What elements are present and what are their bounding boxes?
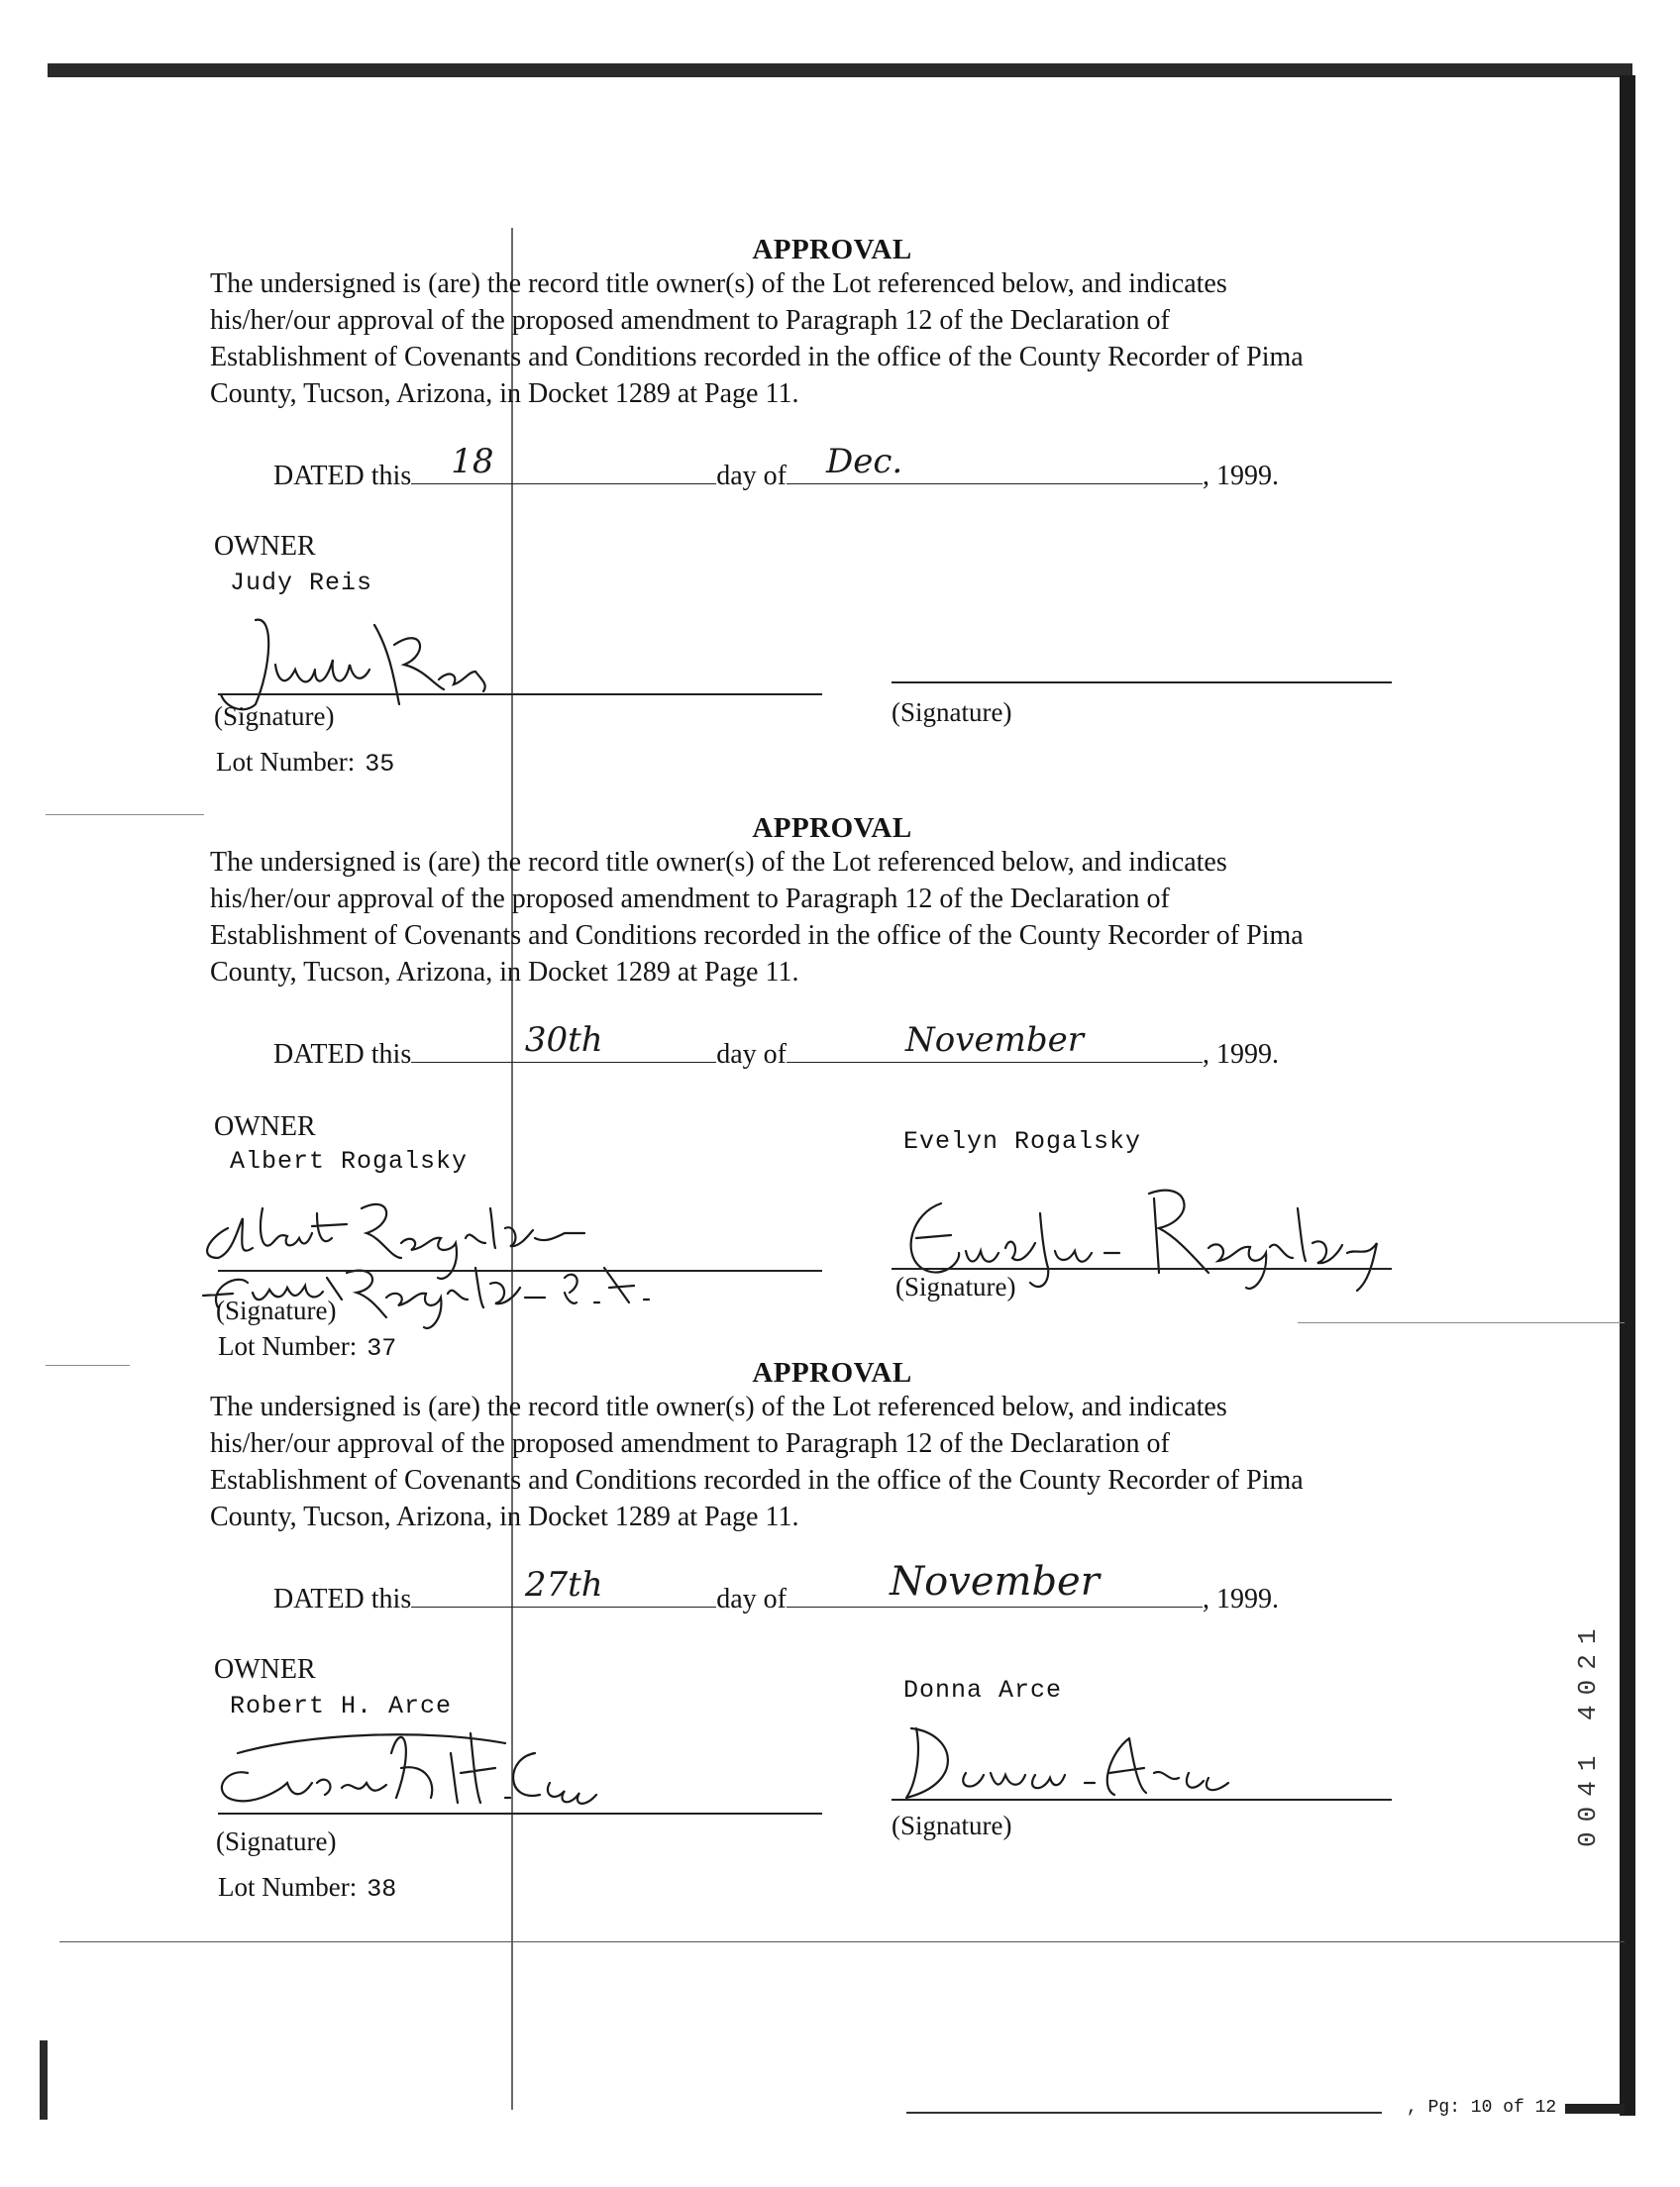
month-handwritten: Dec. — [826, 442, 903, 481]
paragraph-line: County, Tucson, Arizona, in Docket 1289 at Page 11. — [210, 957, 799, 988]
paragraph-line: his/her/our approval of the proposed amendment to Paragraph 12 of the Declaration of — [210, 884, 1170, 914]
day-blank — [411, 442, 716, 484]
owner-typed-name: Albert Rogalsky — [230, 1147, 469, 1176]
dated-label: DATED this — [273, 1039, 412, 1070]
signature-line-1 — [218, 1813, 822, 1815]
day-handwritten: 30th — [524, 1020, 603, 1060]
day-of-label: day of — [716, 461, 787, 491]
owner-typed-name: Judy Reis — [230, 569, 373, 597]
footer-scan-bar — [1565, 2104, 1625, 2114]
paragraph-line: The undersigned is (are) the record title owner(s) of the Lot referenced below, and indicates — [210, 847, 1227, 878]
lot-number-row — [218, 1872, 396, 1904]
day-blank — [411, 1020, 716, 1063]
co-owner-typed-name: Evelyn Rogalsky — [903, 1127, 1142, 1156]
owner-signature — [208, 1714, 763, 1822]
page-divider-line — [59, 1941, 1625, 1942]
signature-caption-1: (Signature) — [216, 1826, 337, 1856]
lot-number-value: 37 — [367, 1334, 397, 1363]
approval-heading: APPROVAL — [752, 1357, 912, 1389]
owner-typed-name: Robert H. Arce — [230, 1692, 453, 1720]
owner-label: OWNER — [214, 531, 316, 562]
lot-number-value: 35 — [365, 750, 395, 779]
dated-line — [273, 1020, 1279, 1071]
lot-number-label: Lot Number: — [216, 747, 356, 777]
paragraph-line: Establishment of Covenants and Conditions recorded in the office of the County Recorder of Pima — [210, 342, 1304, 372]
paragraph-line: County, Tucson, Arizona, in Docket 1289 at Page 11. — [210, 1502, 799, 1532]
dated-label: DATED this — [273, 1584, 412, 1614]
signature-caption-2: (Signature) — [895, 1272, 1016, 1302]
paragraph-line: Establishment of Covenants and Conditions recorded in the office of the County Recorder of Pima — [210, 1465, 1304, 1496]
signature-caption-2: (Signature) — [892, 697, 1012, 727]
signature-line-2 — [892, 681, 1392, 683]
paragraph-line: County, Tucson, Arizona, in Docket 1289 at Page 11. — [210, 378, 799, 409]
dated-line — [273, 442, 1279, 492]
year-label: , 1999. — [1203, 1039, 1279, 1070]
scan-edge-top — [48, 63, 1632, 77]
lot-number-label: Lot Number: — [218, 1331, 358, 1361]
paragraph-line: his/her/our approval of the proposed amendment to Paragraph 12 of the Declaration of — [210, 1428, 1170, 1459]
signature-line-2 — [892, 1799, 1392, 1801]
dated-label: DATED this — [273, 461, 412, 491]
fold-crease-line — [511, 228, 513, 2110]
month-handwritten: November — [905, 1020, 1084, 1060]
lot-number-value: 38 — [367, 1875, 397, 1904]
approval-paragraph — [210, 1389, 1498, 1535]
day-handwritten: 27th — [524, 1565, 603, 1605]
lot-number-label: Lot Number: — [218, 1872, 358, 1902]
signature-caption-1: (Signature) — [216, 1296, 337, 1325]
paragraph-line: Establishment of Covenants and Conditions recorded in the office of the County Recorder of Pima — [210, 920, 1304, 951]
page-number-footer: , Pg: 10 of 12 — [1407, 2098, 1557, 2118]
month-handwritten: November — [890, 1559, 1100, 1605]
co-owner-typed-name: Donna Arce — [903, 1676, 1063, 1705]
paragraph-line: his/her/our approval of the proposed amendment to Paragraph 12 of the Declaration of — [210, 305, 1170, 336]
crease-mark — [46, 1365, 130, 1366]
footer-rule — [906, 2112, 1382, 2114]
signature-caption-2: (Signature) — [892, 1811, 1012, 1840]
day-of-label: day of — [716, 1584, 787, 1614]
signature-line-1 — [218, 1270, 822, 1272]
co-owner-signature — [887, 1714, 1243, 1813]
scan-edge-right — [1620, 75, 1635, 2116]
paragraph-line: The undersigned is (are) the record title owner(s) of the Lot referenced below, and indicates — [210, 268, 1227, 299]
owner-label: OWNER — [214, 1654, 316, 1685]
crease-mark — [46, 814, 204, 815]
year-label: , 1999. — [1203, 1584, 1279, 1614]
month-blank — [787, 1020, 1203, 1063]
approval-paragraph — [210, 265, 1498, 412]
dated-line — [273, 1559, 1279, 1615]
signature-line-2 — [892, 1268, 1392, 1270]
signature-line-1 — [218, 693, 822, 695]
signature-caption-1: (Signature) — [214, 701, 335, 731]
crease-mark — [1298, 1322, 1625, 1323]
scan-edge-left — [40, 2040, 48, 2120]
year-label: , 1999. — [1203, 461, 1279, 491]
month-blank — [787, 1559, 1203, 1608]
month-blank — [787, 442, 1203, 484]
day-of-label: day of — [716, 1039, 787, 1070]
day-handwritten: 18 — [451, 442, 494, 481]
lot-number-row — [216, 747, 394, 779]
approval-heading: APPROVAL — [752, 812, 912, 844]
owner-label: OWNER — [214, 1111, 316, 1142]
recording-stamp: 0041 4021 — [1573, 1618, 1603, 1847]
paragraph-line: The undersigned is (are) the record title owner(s) of the Lot referenced below, and indicates — [210, 1392, 1227, 1422]
day-blank — [411, 1565, 716, 1608]
approval-heading: APPROVAL — [752, 234, 912, 265]
approval-paragraph — [210, 844, 1498, 990]
